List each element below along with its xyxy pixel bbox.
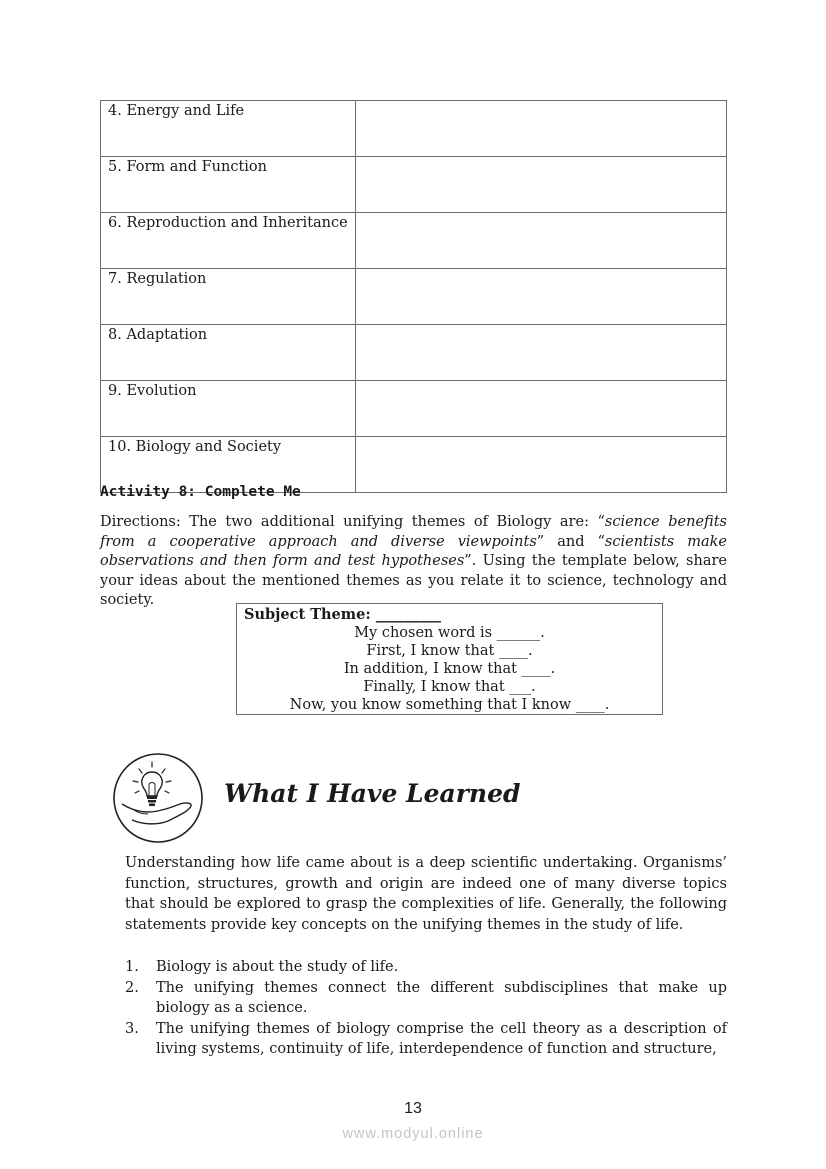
activity-directions <box>100 513 727 611</box>
activity-title: Activity 8: Complete Me <box>100 484 301 500</box>
list-item-number: 3. <box>125 1020 139 1037</box>
template-title: Subject Theme: _________ <box>244 606 441 623</box>
template-line: In addition, I know that ____. <box>343 661 556 677</box>
lightbulb-hand-icon <box>112 752 204 844</box>
key-concepts-list <box>125 957 727 1060</box>
section-intro: Understanding how life came about is a deep scientific undertaking. Organisms’ function, structures, growth and origin are indeed one of many diverse topics that should be explored to grasp the complexities of life. Generally, the following statements provide key concepts on the unifying themes in the study of life. <box>125 855 727 933</box>
answer-cell[interactable] <box>356 269 727 325</box>
table-row <box>101 269 727 325</box>
list-item-number: 2. <box>125 979 139 996</box>
answer-cell[interactable] <box>356 213 727 269</box>
template-line: Now, you know something that I know ____. <box>289 697 610 713</box>
list-item-text: The unifying themes connect the different subdisciplines that make up biology as a science. <box>156 979 727 1016</box>
directions-theme-1: science benefits from a cooperative approach and diverse viewpoints <box>100 514 727 550</box>
page-number: 13 <box>404 1100 422 1117</box>
directions-text: ” and “ <box>536 533 605 550</box>
directions-text: Directions: The two additional unifying themes of Biology are: “ <box>100 514 605 530</box>
theme-cell: 10. Biology and Society <box>101 437 356 493</box>
section-title: What I Have Learned <box>224 779 521 808</box>
list-item-text: Biology is about the study of life. <box>156 959 399 975</box>
template-line: My chosen word is ______. <box>354 625 545 641</box>
list-item-text: The unifying themes of biology comprise the cell theory as a description of living systems, continuity of life, interdependence of function and structure, <box>156 1020 727 1057</box>
table-row <box>101 381 727 437</box>
table-row <box>101 325 727 381</box>
subject-theme-template <box>236 603 663 715</box>
themes-table <box>100 100 727 493</box>
table-row <box>101 213 727 269</box>
answer-cell[interactable] <box>356 381 727 437</box>
watermark: www.modyul.online <box>342 1126 484 1142</box>
theme-cell: 8. Adaptation <box>101 325 356 381</box>
table-row <box>101 157 727 213</box>
list-item <box>125 1019 727 1060</box>
directions-text: ”. Using the template below, share your ideas about the mentioned themes as you relate it to science, technology and society. <box>100 553 727 608</box>
directions-theme-2: scientists make observations and then form and test hypotheses <box>100 533 727 569</box>
theme-cell: 4. Energy and Life <box>101 101 356 157</box>
template-line: First, I know that ____. <box>366 643 533 659</box>
list-item-number: 1. <box>125 959 139 975</box>
answer-cell[interactable] <box>356 157 727 213</box>
list-item <box>125 957 727 978</box>
list-item <box>125 978 727 1019</box>
theme-cell: 6. Reproduction and Inheritance <box>101 213 356 269</box>
theme-cell: 5. Form and Function <box>101 157 356 213</box>
table-row <box>101 101 727 157</box>
answer-cell[interactable] <box>356 325 727 381</box>
theme-cell: 7. Regulation <box>101 269 356 325</box>
theme-cell: 9. Evolution <box>101 381 356 437</box>
answer-cell[interactable] <box>356 437 727 493</box>
answer-cell[interactable] <box>356 101 727 157</box>
template-line: Finally, I know that ___. <box>363 679 536 695</box>
